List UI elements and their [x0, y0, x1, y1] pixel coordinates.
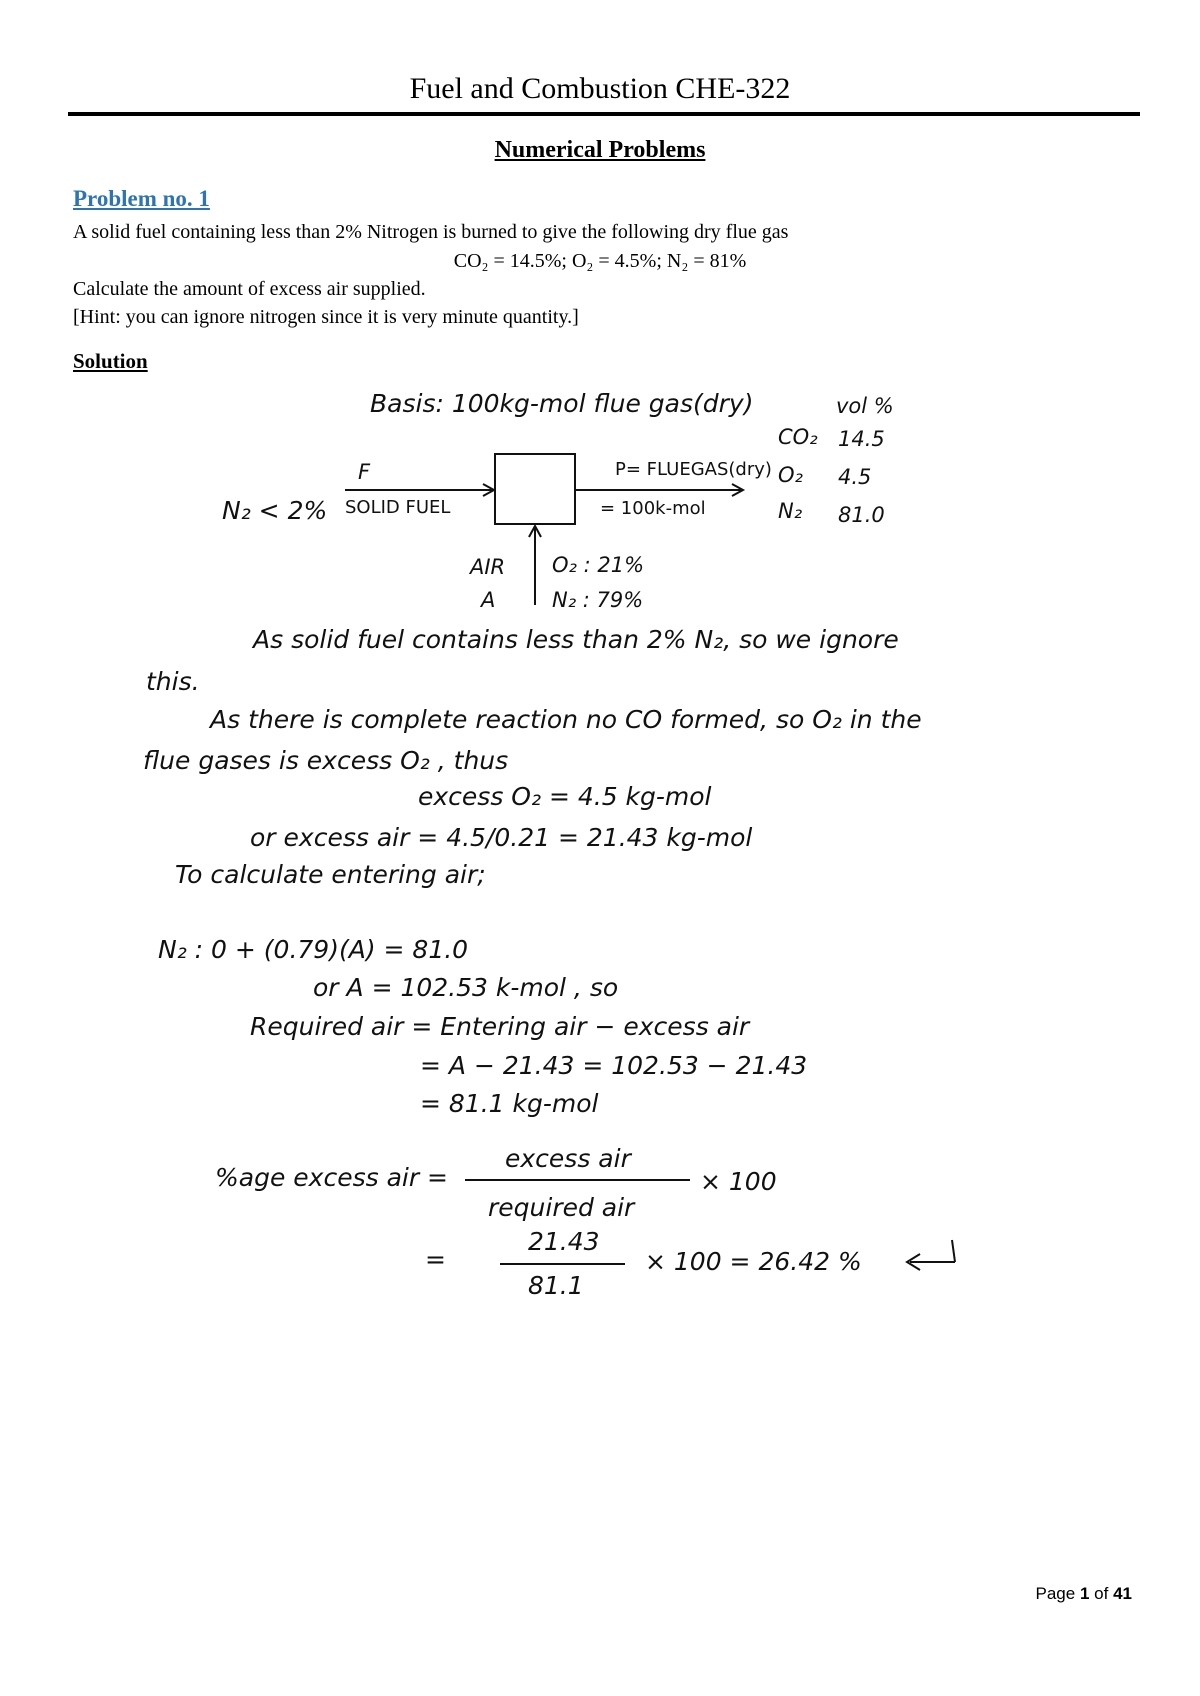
gas-value-n2: 81.0 [838, 503, 885, 527]
gas-name-o2: O₂ [778, 463, 803, 487]
problem-title: Problem no. 1 [73, 186, 210, 211]
solution-line: = 81.1 kg-mol [420, 1089, 599, 1118]
solution-line: = [425, 1245, 446, 1274]
fraction-denominator: 81.1 [528, 1271, 584, 1300]
section-title: Numerical Problems [494, 137, 706, 163]
process-box [495, 454, 575, 524]
solution-line: %age excess air = [215, 1163, 449, 1192]
page-current: 1 [1079, 1584, 1090, 1603]
feed-desc: SOLID FUEL [345, 497, 451, 518]
air-symbol: A [481, 588, 496, 612]
solution-line: excess O₂ = 4.5 kg-mol [418, 782, 712, 811]
solution-line: As solid fuel contains less than 2% N₂, so we ignore [253, 625, 899, 654]
fraction-denominator: required air [488, 1193, 635, 1222]
answer-arrow-tail [952, 1240, 955, 1262]
solution-line: flue gases is excess O₂ , thus [143, 746, 509, 775]
solution-line: × 100 = 26.42 % [645, 1247, 862, 1276]
page-label: Page [1035, 1584, 1076, 1603]
air-o2: O₂ : 21% [552, 553, 645, 577]
page-of: of [1094, 1584, 1109, 1603]
fraction-numerator: excess air [505, 1144, 631, 1173]
product-amount: = 100k-mol [600, 498, 706, 519]
page-number [1036, 1584, 1132, 1604]
problem-statement: A solid fuel containing less than 2% Nitrogen is burned to give the following dry flue gas [73, 221, 789, 243]
solution-line: × 100 [700, 1167, 777, 1196]
feed-n2: N₂ < 2% [222, 496, 328, 525]
solution-line: As there is complete reaction no CO formed, so O₂ in the [210, 705, 922, 734]
solution-line: or excess air = 4.5/0.21 = 21.43 kg-mol [250, 823, 753, 852]
solution-line: this. [146, 667, 200, 696]
problem-question: Calculate the amount of excess air supplied. [73, 278, 426, 300]
feed-label: F [358, 460, 371, 484]
flue-gas-composition: CO₂ = 14.5%; O₂ = 4.5%; N₂ = 81% [453, 250, 747, 272]
header-title: Fuel and Combustion CHE-322 [409, 72, 791, 105]
solution-line: N₂ : 0 + (0.79)(A) = 81.0 [158, 935, 469, 964]
fraction-numerator: 21.43 [528, 1227, 600, 1256]
gas-value-o2: 4.5 [838, 465, 872, 489]
solution-line: = A − 21.43 = 102.53 − 21.43 [420, 1051, 808, 1080]
problem-hint: [Hint: you can ignore nitrogen since it is very minute quantity.] [73, 306, 579, 328]
air-label: AIR [470, 555, 506, 579]
solution-title: Solution [73, 349, 148, 373]
vol-header: vol % [836, 394, 894, 418]
solution-line: or A = 102.53 k-mol , so [313, 973, 619, 1002]
product-label: P= FLUEGAS(dry) [615, 459, 772, 480]
gas-value-co2: 14.5 [838, 427, 885, 451]
solution-line: Required air = Entering air − excess air [250, 1012, 750, 1041]
air-n2: N₂ : 79% [552, 588, 644, 612]
gas-name-co2: CO₂ [778, 425, 818, 449]
gas-name-n2: N₂ [778, 499, 803, 523]
solution-line: To calculate entering air; [175, 860, 486, 889]
basis-text: Basis: 100kg-mol flue gas(dry) [370, 389, 754, 418]
page-total: 41 [1113, 1584, 1132, 1603]
